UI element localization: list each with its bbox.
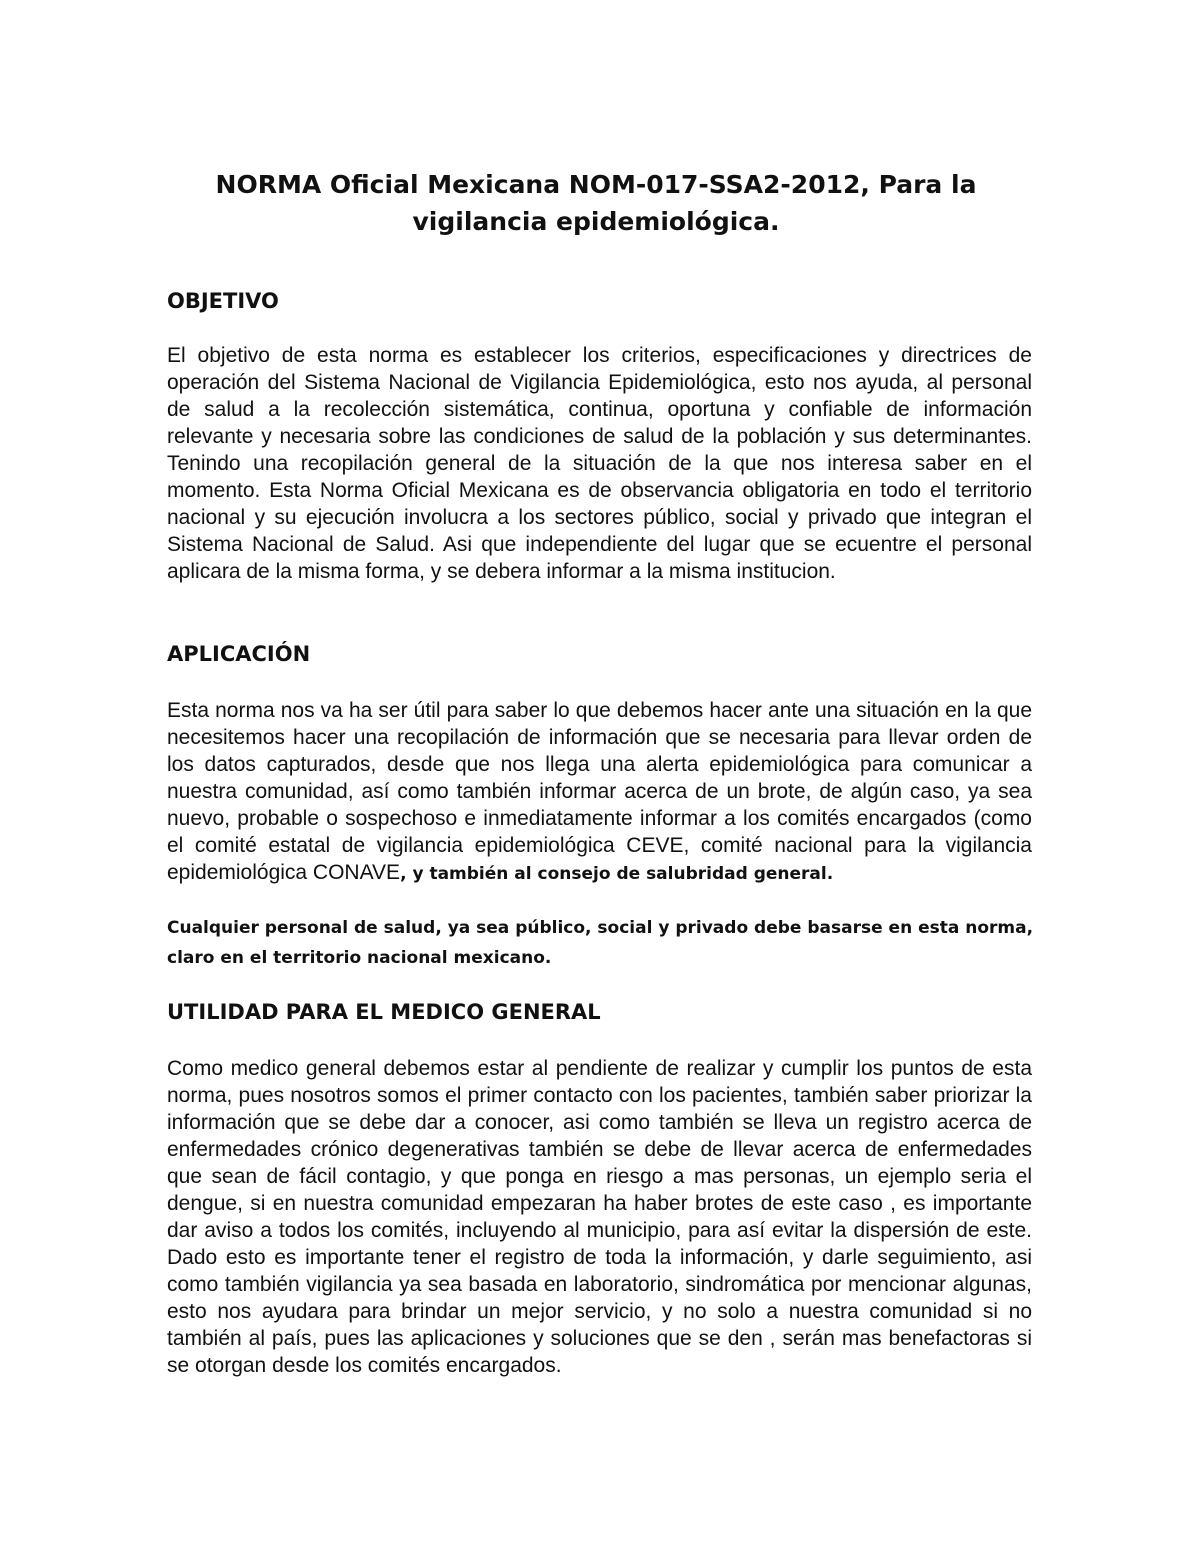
section-bold-paragraph-aplicacion: Cualquier personal de salud, ya sea público, social y privado debe basarse en esta norma, claro en el territorio nacional mexicano. <box>167 918 1034 968</box>
section-text-utilidad: Como medico general debemos estar al pendiente de realizar y cumplir los puntos de esta norma, pues nosotros somos el primer contacto con los pacientes, también saber priorizar la información que se debe dar a conocer, asi como también se lleva un registro acerca de enfermedades crónico degenerativas también se debe de llevar acerca de enfermedades que sean de fácil contagio, y que ponga en riesgo a mas personas, un ejemplo seria el dengue, si en nuestra comunidad empezaran ha haber brotes de este caso , es importante dar aviso a todos los comités, incluyendo al municipio, para así evitar la dispersión de este. Dado esto es importante tener el registro de toda la información, y darle seguimiento, asi como también vigilancia ya sea basada en laboratorio, sindromática por mencionar algunas, esto nos ayudara para brindar un mejor servicio, y no solo a nuestra comunidad si no también al país, pues las aplicaciones y soluciones que se den , serán mas benefactoras si se otorgan desde los comités encargados. <box>167 1057 1032 1377</box>
aplicacion-text-main: Esta norma nos va ha ser útil para saber lo que debemos hacer ante una situación en la que necesitemos hacer una recopilación de información que se necesaria para llevar orden de los datos capturados, desde que nos llega una alerta epidemiológica para comunicar a nuestra comunidad, así como también informar acerca de un brote, de algún caso, ya sea nuevo, probable o sospechoso e inmediatamente informar a los comités encargados (como el comité estatal de vigilancia epidemiológica CEVE, comité nacional para la vigilancia epidemiológica CONAVE <box>167 699 1032 884</box>
aplicacion-text-bold-tail: , y también al consejo de salubridad general. <box>400 864 834 884</box>
document-title: NORMA Oficial Mexicana NOM-017-SSA2-2012, Para la vigilancia epidemiológica. <box>215 170 977 236</box>
section-heading-objetivo: OBJETIVO <box>167 289 279 313</box>
section-text-aplicacion <box>167 697 1032 888</box>
section-heading-aplicacion: APLICACIÓN <box>167 642 311 666</box>
section-heading-utilidad: UTILIDAD PARA EL MEDICO GENERAL <box>167 1000 601 1024</box>
section-text-objetivo: El objetivo de esta norma es establecer los criterios, especificaciones y directrices de operación del Sistema Nacional de Vigilancia Epidemiológica, esto nos ayuda, al personal de salud a la recolección sistemática, continua, oportuna y confiable de información relevante y necesaria sobre las condiciones de salud de la población y sus determinantes. Tenindo una recopilación general de la situación de la que nos interesa saber en el momento. Esta Norma Oficial Mexicana es de observancia obligatoria en todo el territorio nacional y su ejecución involucra a los sectores público, social y privado que integran el Sistema Nacional de Salud. Asi que independiente del lugar que se ecuentre el personal aplicara de la misma forma, y se debera informar a la misma institucion. <box>167 344 1032 583</box>
